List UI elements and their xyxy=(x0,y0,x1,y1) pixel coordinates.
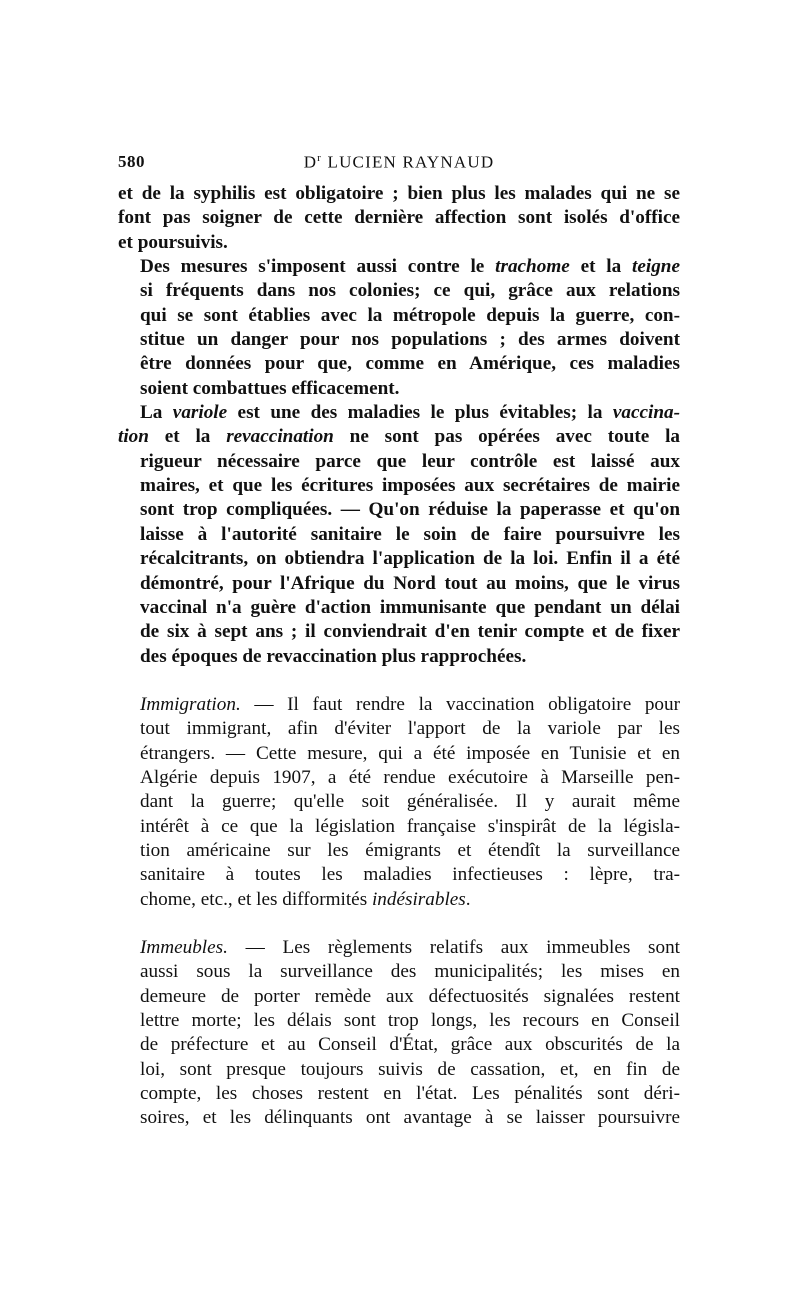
text-line: maires, et que les écritures imposées aux secrétaires de mairie xyxy=(140,475,680,497)
text-line: et de la syphilis est obligatoire ; bien plus les malades qui ne se xyxy=(118,183,680,204)
paragraph-trachome xyxy=(118,255,680,401)
text-line: tion américaine sur les émigrants et étendît la surveillance xyxy=(140,839,680,861)
text-line: stitue un danger pour nos populations ; des armes doivent xyxy=(140,329,680,351)
text-line: sanitaire à toutes les maladies infectieuses : lèpre, tra- xyxy=(140,864,680,886)
emphasis-teigne: teigne xyxy=(632,256,680,278)
text-line xyxy=(118,936,680,960)
running-head xyxy=(118,152,680,182)
text-run: ne sont pas opérées avec toute la xyxy=(333,426,680,448)
paragraph-immigration xyxy=(118,693,680,912)
book-page xyxy=(118,152,680,1131)
author-suffix: r xyxy=(317,152,323,164)
text-line: tout immigrant, afin d'éviter l'apport de la variole par les xyxy=(140,718,680,740)
text-line: étrangers. — Cette mesure, qui a été imposée en Tunisie et en xyxy=(140,742,680,764)
text-run: est une des maladies le plus évitables; la xyxy=(227,402,613,424)
text-run: La xyxy=(140,402,173,424)
text-line: soient combattues efficacement. xyxy=(140,377,400,399)
text-run: et la xyxy=(148,426,227,448)
text-line: de six à sept ans ; il conviendrait d'en tenir compte et de fixer xyxy=(140,621,680,643)
text-line: compte, les choses restent en l'état. Les pénalités sont déri- xyxy=(140,1083,680,1105)
text-line: et poursuivis. xyxy=(118,231,228,253)
text-line: font pas soigner de cette dernière affection sont isolés d'office xyxy=(118,207,680,229)
text-line: Algérie depuis 1907, a été rendue exécutoire à Marseille pen- xyxy=(140,766,680,788)
text-line: laisse à l'autorité sanitaire le soin de faire poursuivre les xyxy=(140,523,680,545)
text-line: démontré, pour l'Afrique du Nord tout au moins, que le virus xyxy=(140,572,680,594)
text-line: qui se sont établies avec la métropole depuis la guerre, con- xyxy=(140,304,680,326)
text-line: de préfecture et au Conseil d'État, grâce aux obscurités de la xyxy=(140,1034,680,1056)
section-title-immigration: Immigration. xyxy=(140,693,241,715)
text-line: vaccinal n'a guère d'action immunisante que pendant un délai xyxy=(140,596,680,618)
text-line: dant la guerre; qu'elle soit généralisée. Il y aurait même xyxy=(140,791,680,813)
text-line: intérêt à ce que la législation française s'inspirât de la législa- xyxy=(140,815,680,837)
text-line: récalcitrants, on obtiendra l'application de la loi. Enfin il a été xyxy=(140,548,680,570)
text-run: Des mesures s'imposent aussi contre le xyxy=(140,256,496,278)
section-title-immeubles: Immeubles. xyxy=(140,936,228,958)
paragraph-variole xyxy=(118,401,680,669)
text-line xyxy=(118,401,680,425)
text-line: loi, sont presque toujours suivis de cassation, et, en fin de xyxy=(140,1058,680,1080)
paragraph-immeubles xyxy=(118,936,680,1131)
text-line: sont trop compliquées. — Qu'on réduise la paperasse et qu'on xyxy=(140,499,680,521)
text-run: — Il faut rendre la vaccination obligatoire pour xyxy=(240,693,680,715)
text-line: des époques de revaccination plus rapprochées. xyxy=(140,645,527,667)
text-line xyxy=(118,255,680,279)
text-line xyxy=(118,888,680,912)
text-line: rigueur nécessaire parce que leur contrôle est laissé aux xyxy=(140,450,680,472)
text-run: et la xyxy=(569,256,633,278)
author-prefix: D xyxy=(303,152,318,172)
text-run: chome, etc., et les difformités xyxy=(140,888,372,910)
paragraph-syphilis xyxy=(118,182,680,255)
text-line: si fréquents dans nos colonies; ce qui, grâce aux relations xyxy=(140,280,680,302)
emphasis-trachome: trachome xyxy=(495,256,570,278)
emphasis-variole: variole xyxy=(172,402,228,424)
text-line xyxy=(118,693,680,717)
author-name: LUCIEN RAYNAUD xyxy=(322,152,495,172)
emphasis-indesirables: indésirables xyxy=(371,888,466,910)
text-line: lettre morte; les délais sont trop longs, les recours en Conseil xyxy=(140,1010,680,1031)
text-line: soires, et les délinquants ont avantage à se laisser poursuivre xyxy=(140,1107,680,1129)
text-line xyxy=(118,425,680,449)
emphasis-revaccination: revaccination xyxy=(226,426,334,448)
text-line: aussi sous la surveillance des municipalités; les mises en xyxy=(140,961,680,983)
text-run: — Les règlements relatifs aux immeubles sont xyxy=(227,936,680,958)
text-line: demeure de porter remède aux défectuosités signalées restent xyxy=(140,985,680,1007)
page-number: 580 xyxy=(118,152,145,171)
text-run: . xyxy=(465,888,471,910)
emphasis-tion: tion xyxy=(118,426,149,448)
emphasis-vaccination: vaccina- xyxy=(612,402,680,424)
text-line: être données pour que, comme en Amérique, ces maladies xyxy=(140,353,680,375)
running-title xyxy=(118,152,680,173)
